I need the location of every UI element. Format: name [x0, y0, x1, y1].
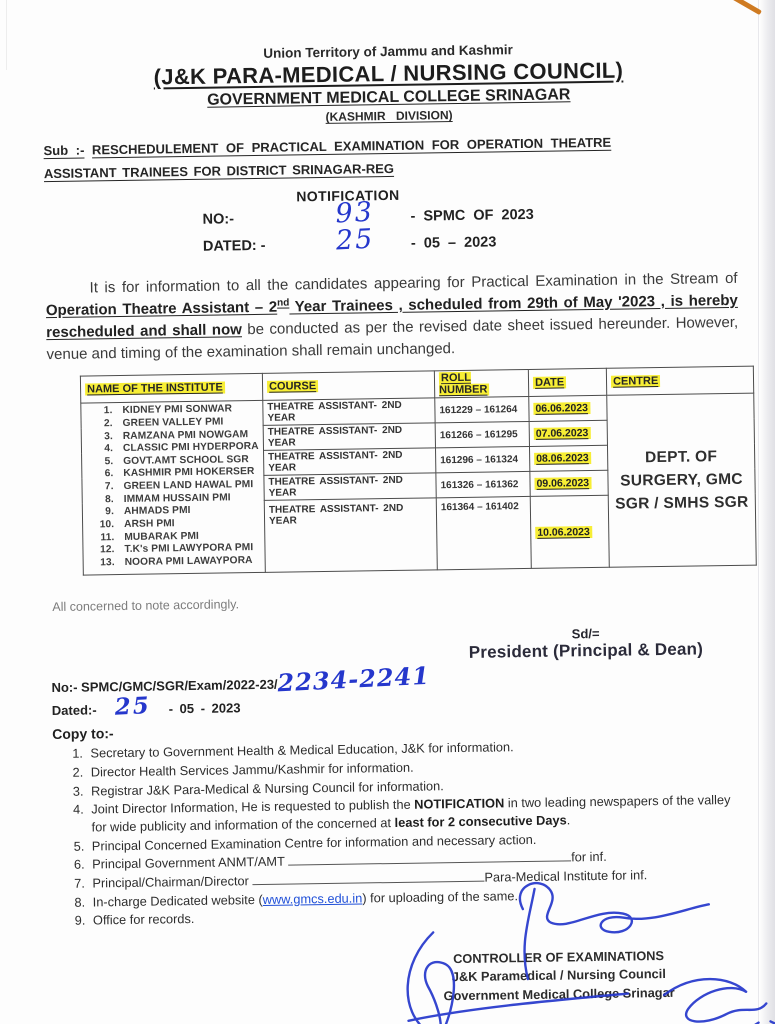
course-cell: THEATRE ASSISTANT- 2ND YEAR [264, 448, 436, 476]
reference-dated-suffix: - 05 - 2023 [168, 700, 241, 717]
institute-item: 3. RAMZANA PMI NOWGAM [116, 428, 259, 443]
signoff-block [468, 625, 703, 663]
scan-left-edge [6, 0, 7, 70]
controller-college: Government Medical College Srinagar [443, 984, 675, 1004]
subject-text-1: RESCHEDULEMENT OF PRACTICAL EXAMINATION FOR OPERATION THEATRE [91, 134, 612, 158]
reference-no-row [51, 661, 743, 698]
copy-to-list [62, 735, 747, 930]
note-line: All concerned to note accordingly. [52, 597, 240, 615]
exam-schedule-table [80, 366, 757, 576]
header-centre: CENTRE [606, 366, 753, 395]
header-institute: NAME OF THE INSTITUTE [80, 374, 262, 404]
dated-handwritten-value: 25 [334, 223, 375, 256]
roll-cell: 161364 – 161402 [436, 497, 531, 570]
notification-title: NOTIFICATION [296, 186, 400, 204]
paragraph-emphasis-1: Operation Theatre Assistant – 2 [45, 298, 278, 319]
reference-no-handwritten: 2234-2241 [276, 661, 431, 698]
reference-dated-handwritten: 25 [113, 692, 152, 721]
copy-to-item: 7. Principal/Chairman/Director Para-Medical Institute for inf. [88, 865, 746, 892]
institute-item: 9. AHMADS PMI [117, 504, 260, 519]
copy-to-item: 5. Principal Concerned Examination Centre for information and necessary action. [88, 827, 746, 854]
paragraph-tail: be conducted as per the revised date sheet issued hereunder. However, venue and timing of the examination shall remain unchanged. [46, 313, 739, 364]
division-line: (KASHMIR DIVISION) [325, 108, 453, 124]
institute-item: 12. T.K's PMI LAWYPORA PMI [117, 542, 260, 557]
copy-to-item: 4. Joint Director Information, He is requested to publish the NOTIFICATION in two leading newspapers of the valley for wide publicity and information of the concerned at least for 2 consecutive Days. [87, 791, 745, 836]
controller-block [393, 946, 724, 1007]
copy-to-item: 2. Director Health Services Jammu/Kashmir for information. [87, 754, 745, 781]
institute-item: 4. CLASSIC PMI HYDERPORA [116, 441, 259, 456]
institute-item: 11. MUBARAK PMI [117, 530, 260, 545]
signoff-sd: Sd/= [571, 626, 600, 642]
body-paragraph [45, 267, 738, 366]
no-handwritten-value: 93 [334, 196, 375, 229]
copy-to-item: 8. In-charge Dedicated website (www.gmcs.edu.in) for uploading of the same. [89, 883, 747, 910]
reference-dated-row [51, 691, 744, 721]
institute-item: 8. IMMAM HUSSAIN PMI [117, 492, 260, 507]
institute-item: 5. GOVT.AMT SCHOOL SGR [116, 454, 259, 469]
roll-cell: 161266 – 161295 [435, 422, 529, 448]
territory-line: Union Territory of Jammu and Kashmir [263, 42, 513, 61]
institute-item: 1. KIDNEY PMI SONWAR [115, 403, 258, 418]
course-cell: THEATRE ASSISTANT- 2ND YEAR [264, 473, 436, 501]
signoff-title: President (Principal & Dean) [468, 639, 704, 663]
header-course: COURSE [262, 371, 434, 401]
date-cell: 07.06.2023 [529, 421, 607, 447]
paragraph-lead: It is for information to all the candidates appearing for Practical Examination in the Stream of [89, 269, 738, 296]
institute-list-cell [81, 401, 266, 576]
course-cell: THEATRE ASSISTANT- 2ND YEAR [263, 423, 435, 451]
controller-org: J&K Paramedical / Nursing Council [451, 966, 666, 985]
council-name: (J&K PARA-MEDICAL / NURSING COUNCIL) [153, 57, 624, 90]
scan-page-edge [758, 0, 775, 1024]
reference-block [51, 661, 744, 721]
reference-dated-label: Dated:- [51, 702, 97, 719]
date-cell: 08.06.2023 [529, 446, 607, 472]
subject-label: Sub :- [43, 142, 85, 159]
copy-to-item: 3. Registrar J&K Para-Medical & Nursing Council for information. [87, 772, 745, 799]
no-suffix: - SPMC OF 2023 [410, 206, 534, 225]
centre-cell: DEPT. OF SURGERY, GMC SGR / SMHS SGR [607, 393, 757, 567]
paragraph-emphasis-2: Year Trainees , scheduled from 29th of May '2023 , is hereby rescheduled and shall now [46, 291, 738, 341]
institute-item: 13. NOORA PMI LAWAYPORA [118, 555, 261, 570]
no-label: NO:- [202, 210, 235, 228]
copy-to-heading: Copy to:- [52, 725, 114, 743]
letterhead [42, 39, 735, 128]
institute-list [85, 403, 260, 570]
copy-to-item: 1. Secretary to Government Health & Medical Education, J&K for information. [86, 735, 744, 762]
dated-label: DATED: - [202, 237, 266, 255]
course-cell: THEATRE ASSISTANT- 2ND YEAR [263, 398, 435, 426]
roll-cell: 161296 – 161324 [435, 447, 529, 473]
header-date: DATE [528, 369, 606, 397]
blank-line [252, 870, 484, 885]
copy-to-block [52, 716, 747, 930]
copy-to-item: 9. Office for records. [89, 902, 747, 929]
roll-cell: 161326 – 161362 [436, 472, 530, 498]
institute-item: 6. KASHMIR PMI HOKERSER [116, 466, 259, 481]
dated-suffix: - 05 – 2023 [410, 233, 497, 252]
blank-line [288, 850, 571, 866]
reference-no-label: No:- SPMC/GMC/SGR/Exam/2022-23/ [51, 676, 278, 696]
roll-cell: 161229 – 161264 [435, 397, 529, 423]
course-cell: THEATRE ASSISTANT- 2ND YEAR [264, 498, 437, 573]
website-link[interactable]: www.gmcs.edu.in [262, 889, 363, 907]
doc-content [42, 39, 748, 1012]
institute-item: 7. GREEN LAND HAWAL PMI [116, 479, 259, 494]
controller-title: CONTROLLER OF EXAMINATIONS [453, 947, 665, 966]
institute-item: 2. GREEN VALLEY PMI [116, 416, 259, 431]
header-roll: ROLL NUMBER [434, 370, 528, 398]
subject-text-2: ASSISTANT TRAINEES FOR DISTRICT SRINAGAR-REG [43, 160, 395, 181]
date-cell: 09.06.2023 [530, 471, 608, 497]
date-cell: 06.06.2023 [529, 396, 607, 422]
institute-item: 10. ARSH PMI [117, 517, 260, 532]
subject-block [43, 130, 736, 186]
copy-to-item: 6. Principal Government ANMT/AMT for inf. [88, 846, 746, 873]
college-name: GOVERNMENT MEDICAL COLLEGE SRINAGAR [207, 86, 571, 109]
paragraph-ordinal-sup: nd [276, 297, 290, 309]
notification-block [44, 181, 737, 261]
date-cell: 10.06.2023 [530, 496, 609, 569]
